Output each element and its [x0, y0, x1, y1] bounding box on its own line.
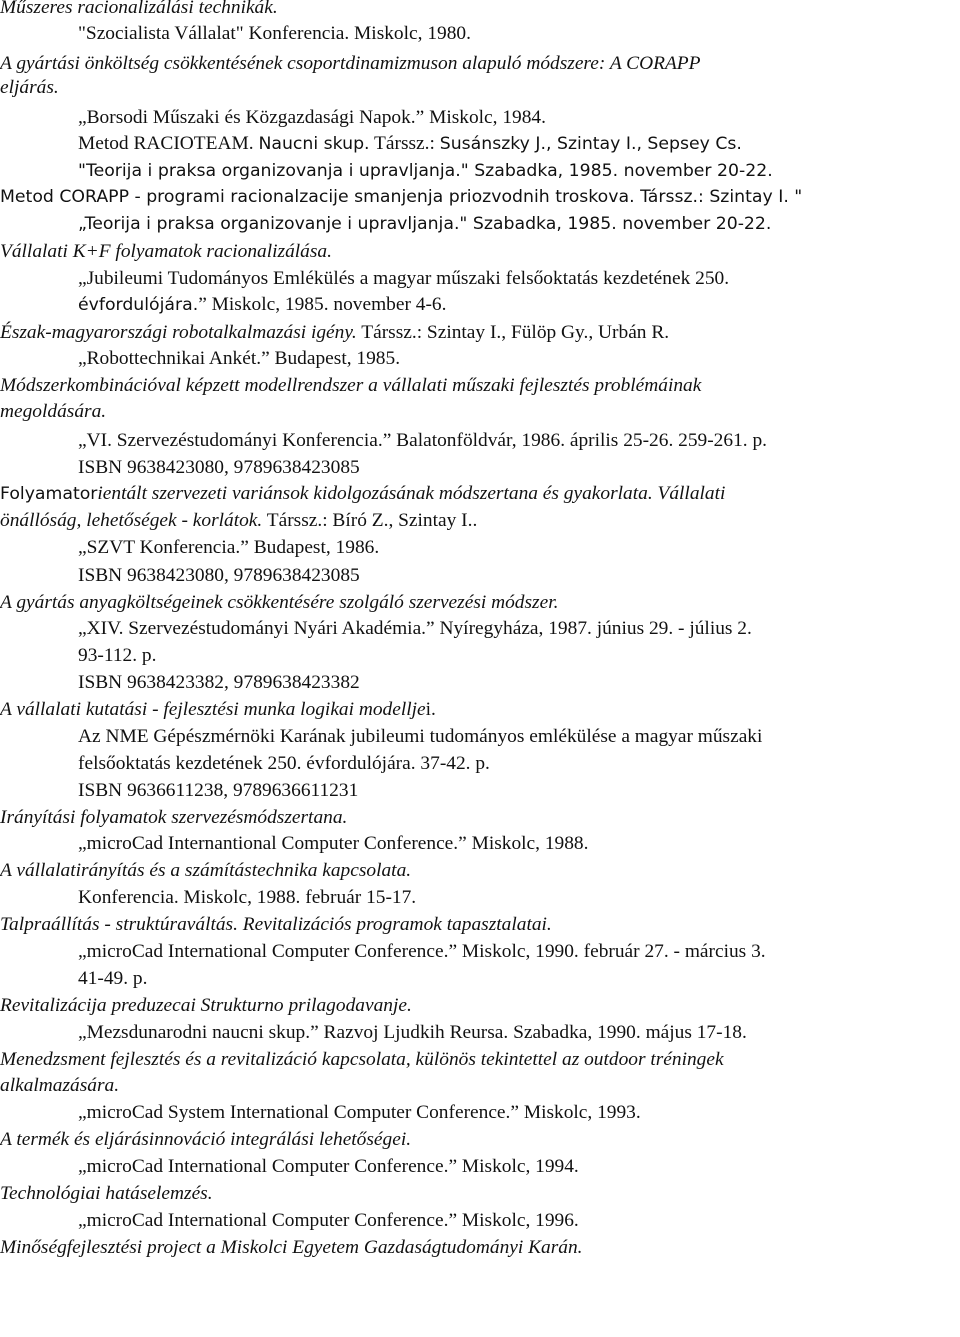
entry-venue: 41-49. p. — [78, 968, 148, 989]
entry-isbn: ISBN 9636611238, 9789636611231 — [78, 780, 359, 801]
entry-title: Talpraállítás - struktúraváltás. Revitalizációs programok tapasztalatai. — [0, 914, 552, 935]
entry-venue: "Szocialista Vállalat" Konferencia. Miskolc, 1980. — [78, 23, 471, 44]
entry-title-line: önállóság, lehetőségek - korlátok. Társsz.: Bíró Z., Szintay I.. — [0, 510, 478, 531]
entry-venue: „XIV. Szervezéstudományi Nyári Akadémia.” Nyíregyháza, 1987. június 29. - július 2. — [78, 618, 752, 639]
entry-title: Revitalizácija preduzecai Strukturno prilagodavanje. — [0, 995, 412, 1016]
entry-venue: „Mezsdunarodni naucni skup.” Razvoj Ljudkih Reursa. Szabadka, 1990. május 17-18. — [78, 1022, 747, 1043]
entry-title: Vállalati K+F folyamatok racionalizálása. — [0, 241, 332, 262]
entry-venue: „microCad International Computer Conference.” Miskolc, 1994. — [78, 1156, 579, 1177]
entry-isbn: ISBN 9638423080, 9789638423085 — [78, 457, 360, 478]
entry-venue: „microCad System International Computer Conference.” Miskolc, 1993. — [78, 1102, 641, 1123]
entry-title-line: Folyamatorientált szervezeti variánsok kidolgozásának módszertana és gyakorlata. Vállalati — [0, 483, 726, 504]
entry-title: Módszerkombinációval képzett modellrendszer a vállalati műszaki fejlesztés problémáinak — [0, 375, 702, 396]
entry-title: Minőségfejlesztési project a Miskolci Egyetem Gazdaságtudományi Karán. — [0, 1237, 583, 1258]
entry-isbn: ISBN 9638423382, 9789638423382 — [78, 672, 360, 693]
entry-venue: „Teorija i praksa organizovanje i upravljanja." Szabadka, 1985. november 20-22. — [78, 214, 772, 234]
entry-title: A termék és eljárásinnováció integrálási lehetőségei. — [0, 1129, 412, 1150]
entry-title: Technológiai hatáselemzés. — [0, 1183, 213, 1204]
entry-title: A gyártás anyagköltségeinek csökkentésére szolgáló szervezési módszer. — [0, 592, 559, 613]
entry-venue: „SZVT Konferencia.” Budapest, 1986. — [78, 537, 380, 558]
entry-title-line: Észak-magyarországi robotalkalmazási igény. Társsz.: Szintay I., Fülöp Gy., Urbán R. — [0, 322, 670, 343]
entry-title: Műszeres racionalizálási technikák. — [0, 0, 278, 18]
entry-venue: „microCad International Computer Conference.” Miskolc, 1990. február 27. - március 3. — [78, 941, 766, 962]
entry-title-line: A vállalati kutatási - fejlesztési munka logikai modelljei. — [0, 699, 436, 720]
entry-title: A gyártási önköltség csökkentésének csoportdinamizmuson alapuló módszere: A CORAPP — [0, 53, 701, 74]
entry-title-line: Metod CORAPP - programi racionalzacije smanjenja priozvodnih troskova. Társsz.: Szintay I. " — [0, 187, 803, 207]
entry-venue: Az NME Gépészmérnöki Karának jubileumi tudományos emlékülése a magyar műszaki — [78, 726, 763, 747]
entry-venue: "Teorija i praksa organizovanja i upravljanja." Szabadka, 1985. november 20-22. — [78, 161, 773, 181]
entry-title: Menedzsment fejlesztés és a revitalizáció kapcsolata, különös tekintettel az outdoor tréningek — [0, 1049, 724, 1070]
entry-venue: „VI. Szervezéstudományi Konferencia.” Balatonföldvár, 1986. április 25-26. 259-261. p. — [78, 430, 768, 451]
entry-venue: 93-112. p. — [78, 645, 157, 666]
entry-title: eljárás. — [0, 77, 59, 98]
entry-title-line: Metod RACIOTEAM. Naucni skup. Társsz.: Susánszky J., Szintay I., Sepsey Cs. — [78, 133, 742, 154]
entry-venue: „Jubileumi Tudományos Emlékülés a magyar műszaki felsőoktatás kezdetének 250. — [78, 268, 730, 289]
entry-venue: „microCad International Computer Conference.” Miskolc, 1996. — [78, 1210, 579, 1231]
entry-venue: „Robottechnikai Ankét.” Budapest, 1985. — [78, 348, 401, 369]
entry-isbn: ISBN 9638423080, 9789638423085 — [78, 565, 360, 586]
entry-title: alkalmazására. — [0, 1075, 120, 1096]
entry-venue: „microCad Internantional Computer Conference.” Miskolc, 1988. — [78, 833, 589, 854]
entry-venue: „Borsodi Műszaki és Közgazdasági Napok.” Miskolc, 1984. — [78, 107, 546, 128]
entry-title: Irányítási folyamatok szervezésmódszertana. — [0, 807, 348, 828]
entry-venue: felsőoktatás kezdetének 250. évfordulójára. 37-42. p. — [78, 753, 490, 774]
entry-venue: évfordulójára.” Miskolc, 1985. november 4-6. — [78, 294, 447, 315]
entry-venue: Konferencia. Miskolc, 1988. február 15-17. — [78, 887, 417, 908]
entry-title: A vállalatirányítás és a számítástechnika kapcsolata. — [0, 860, 412, 881]
entry-title: megoldására. — [0, 401, 107, 422]
